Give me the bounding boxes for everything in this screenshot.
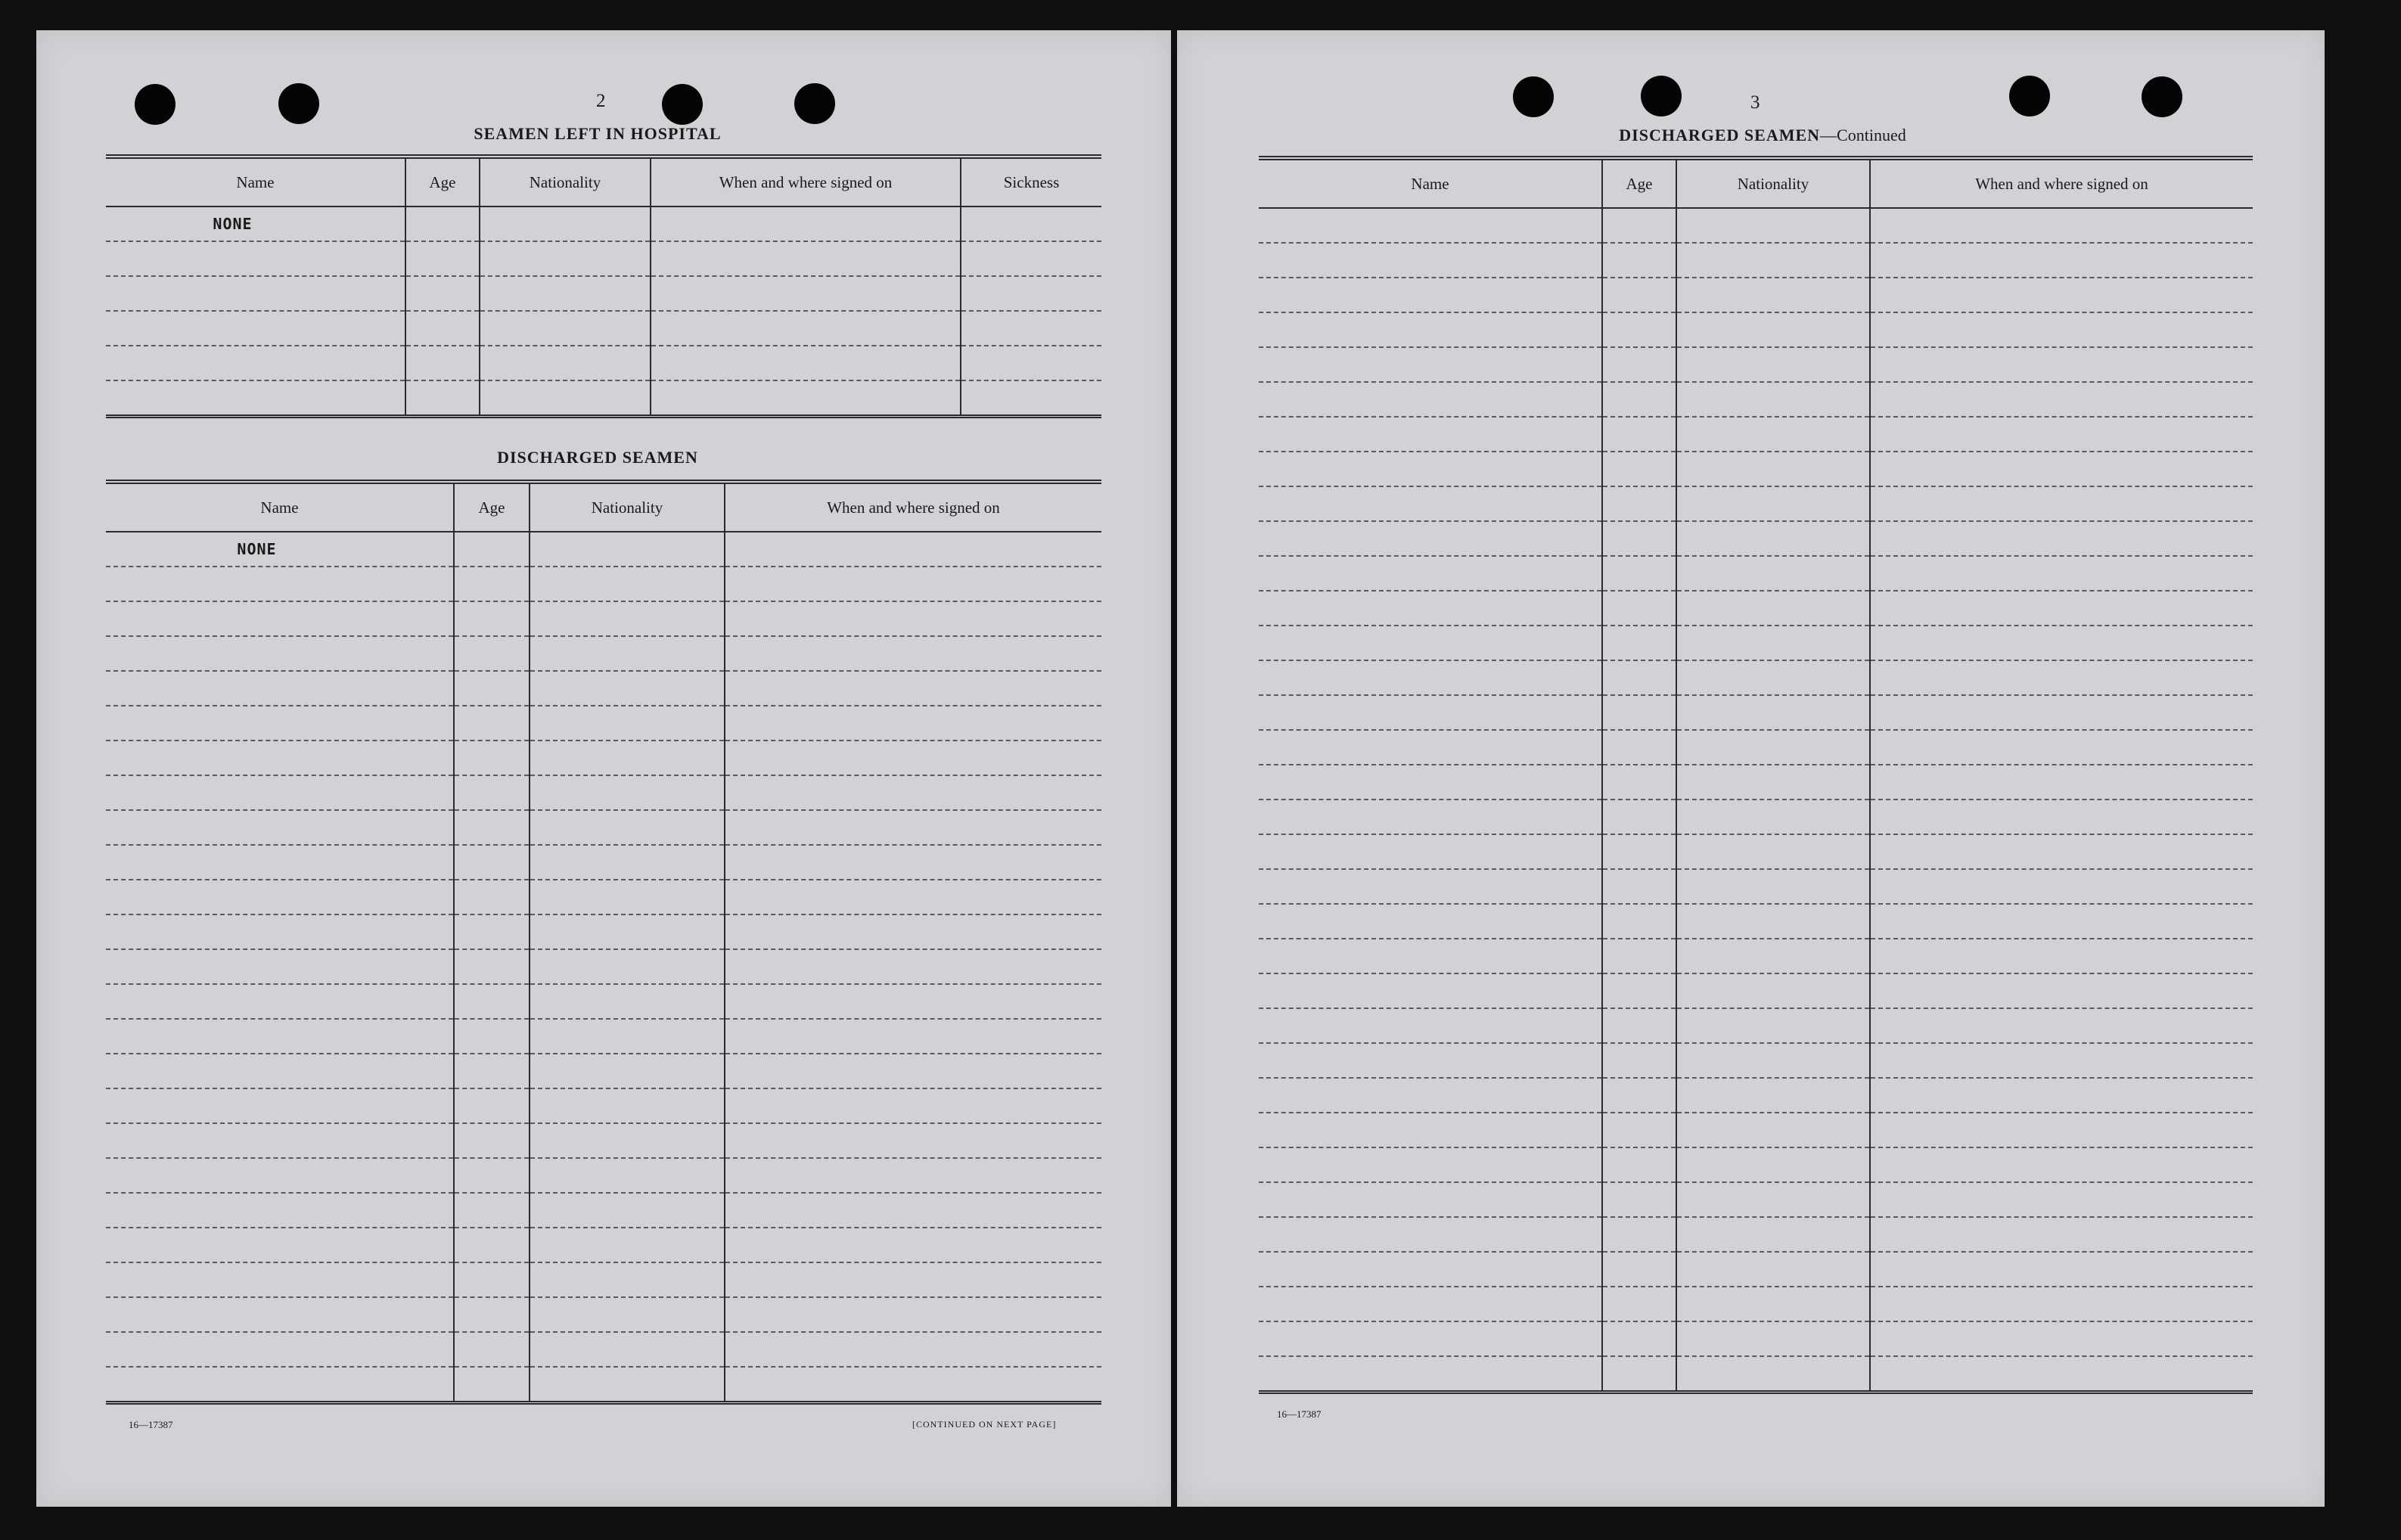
punch-hole [135,84,175,125]
table-row [106,810,1101,845]
column-header-sickness: Sickness [961,157,1101,206]
discharged-section-title: DISCHARGED SEAMEN [497,448,698,467]
table-row [1259,1356,2253,1393]
table-row [106,1158,1101,1193]
table-row [106,775,1101,810]
punch-hole [278,83,319,124]
table-row [106,346,1101,380]
table-header-row [106,482,1101,532]
table-row [106,984,1101,1019]
table-row [106,1262,1101,1297]
table-row [1259,1252,2253,1287]
table-row [106,1367,1101,1403]
table-row [1259,799,2253,834]
table-row [1259,1287,2253,1321]
table-row [106,567,1101,601]
table-row [1259,1113,2253,1147]
table-row [1259,486,2253,521]
table-row [106,380,1101,417]
table-row [1259,556,2253,591]
form-number: 16—17387 [129,1419,173,1430]
table-row [106,671,1101,706]
punch-hole [794,83,835,124]
hospital-table-body [106,206,1101,417]
column-header-signed-on: When and where signed on [651,157,961,206]
table-row [1259,243,2253,278]
right-page [1177,30,2325,1507]
table-row [106,949,1101,984]
table-row [1259,869,2253,904]
none-stamp: NONE [213,214,253,233]
table-row [1259,417,2253,452]
none-stamp: NONE [237,539,277,558]
discharged-continued-table [1259,156,2253,1394]
table-row [1259,312,2253,347]
table-row [106,1054,1101,1088]
punch-hole [1513,76,1554,117]
left-page [36,30,1171,1507]
table-row [106,1088,1101,1123]
column-header-signed-on: When and where signed on [1870,158,2253,208]
punch-hole [1641,76,1682,116]
table-row [1259,904,2253,939]
discharged-table [106,480,1101,1405]
table-row [106,706,1101,741]
table-row [1259,973,2253,1008]
column-header-nationality: Nationality [480,157,651,206]
table-row [1259,626,2253,660]
table-row [106,601,1101,636]
column-header-name: Name [1259,158,1602,208]
table-row [1259,730,2253,765]
punch-hole [2142,76,2182,117]
table-row [1259,208,2253,243]
table-row [106,880,1101,914]
column-header-name: Name [106,482,454,532]
punch-hole [662,84,703,125]
table-row [1259,591,2253,626]
column-header-nationality: Nationality [1676,158,1870,208]
page-number: 3 [1750,92,1760,113]
column-header-signed-on: When and where signed on [725,482,1101,532]
column-header-nationality: Nationality [530,482,725,532]
table-row [1259,278,2253,312]
table-row [1259,382,2253,417]
table-row [106,532,1101,567]
table-row [106,206,1101,241]
title-continued-suffix: —Continued [1820,126,1906,144]
table-row [106,636,1101,671]
form-number: 16—17387 [1277,1408,1322,1420]
hospital-table [106,154,1101,418]
punch-hole [2009,76,2050,116]
table-row [106,1228,1101,1262]
table-header-row [1259,158,2253,208]
discharged-continued-table-body [1259,208,2253,1393]
table-row [106,845,1101,880]
table-row [1259,1182,2253,1217]
table-row [106,241,1101,276]
table-row [1259,1147,2253,1182]
column-header-age: Age [1602,158,1676,208]
table-row [1259,1217,2253,1252]
table-row [106,1193,1101,1228]
column-header-age: Age [405,157,480,206]
table-row [106,1332,1101,1367]
table-row [1259,347,2253,382]
discharged-continued-title [1551,126,1974,145]
table-row [106,311,1101,346]
table-row [106,1297,1101,1332]
table-row [1259,521,2253,556]
table-row [106,1019,1101,1054]
column-header-name: Name [106,157,405,206]
table-row [1259,1321,2253,1356]
table-row [1259,660,2253,695]
table-row [1259,765,2253,799]
table-header-row [106,157,1101,206]
discharged-table-body [106,532,1101,1403]
title-text: DISCHARGED SEAMEN [1619,126,1821,144]
table-row [1259,1008,2253,1043]
page-number: 2 [596,91,606,111]
table-row [1259,452,2253,486]
table-row [106,276,1101,311]
hospital-section-title: SEAMEN LEFT IN HOSPITAL [474,124,722,143]
table-row [106,914,1101,949]
table-row [1259,834,2253,869]
column-header-age: Age [454,482,530,532]
table-row [1259,1043,2253,1078]
continued-note: [CONTINUED ON NEXT PAGE] [912,1419,1057,1430]
table-row [1259,695,2253,730]
table-row [1259,1078,2253,1113]
table-row [106,1123,1101,1158]
table-row [106,741,1101,775]
table-row [1259,939,2253,973]
